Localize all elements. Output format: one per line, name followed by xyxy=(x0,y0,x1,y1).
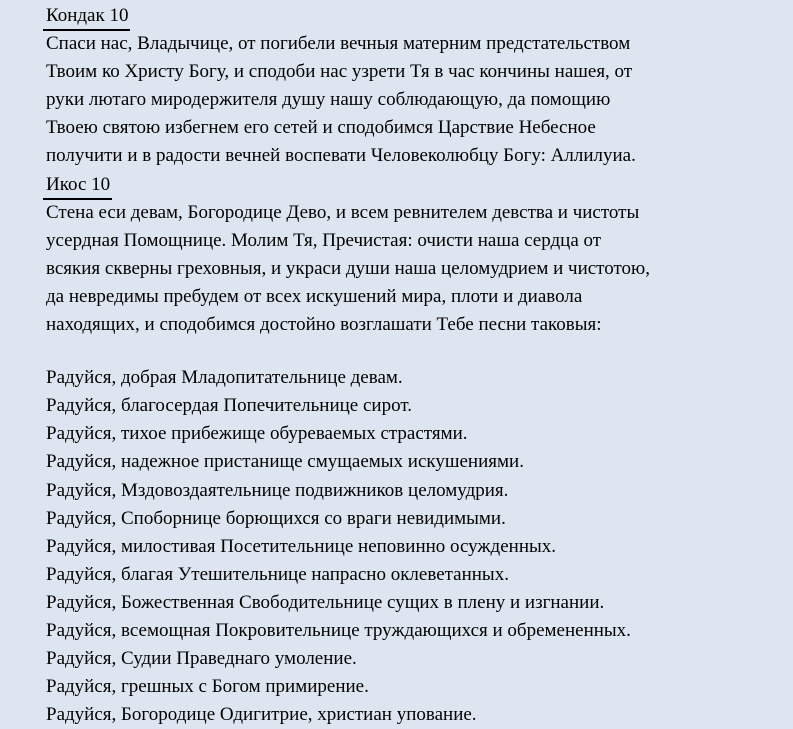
text-line: руки лютаго миродержителя душу нашу соблюдающую, да помощию xyxy=(46,89,611,111)
rejoice-line: Радуйся, всемощная Покровительнице труждающихся и обремененных. xyxy=(46,619,631,641)
text-line: Стена еси девам, Богородице Дево, и всем ревнителем девства и чистоты xyxy=(46,201,640,223)
rejoice-line: Радуйся, тихое прибежище обуреваемых страстями. xyxy=(46,423,468,445)
text-line: да невредимы пребудем от всех искушений мира, плоти и диавола xyxy=(46,285,583,307)
text-line: находящих, и сподобимся достойно возглашати Тебе песни таковыя: xyxy=(46,314,602,336)
text-line: Твоим ко Христу Богу, и сподоби нас узрети Тя в час кончины нашея, от xyxy=(46,61,633,83)
text-line: Твоею святою избегнем его сетей и сподобимся Царствие Небесное xyxy=(46,117,596,139)
rejoice-line: Радуйся, Богородице Одигитрие, христиан упование. xyxy=(46,704,477,726)
rejoice-line: Радуйся, грешных с Богом примирение. xyxy=(46,676,369,698)
rejoice-line: Радуйся, благая Утешительнице напрасно оклеветанных. xyxy=(46,563,509,585)
paragraph-gap xyxy=(46,339,793,364)
text-line: получити и в радости вечней воспевати Человеколюбцу Богу: Аллилуиа. xyxy=(46,145,636,167)
rejoice-line: Радуйся, добрая Младопитательнице девам. xyxy=(46,367,403,389)
rejoice-line: Радуйся, Споборнице борющихся со враги невидимыми. xyxy=(46,507,506,529)
kontakion-title: Кондак 10 xyxy=(46,2,128,30)
rejoice-line: Радуйся, Судии Праведнаго умоление. xyxy=(46,648,357,670)
kontakion-heading-line xyxy=(46,2,793,30)
kontakion-text xyxy=(46,30,793,170)
rejoice-line: Радуйся, Божественная Свободительнице сущих в плену и изгнании. xyxy=(46,591,605,613)
text-line: Спаси нас, Владычице, от погибели вечныя матерним предстательством xyxy=(46,33,631,55)
rejoice-line: Радуйся, милостивая Посетительнице неповинно осужденных. xyxy=(46,535,557,557)
text-line: всякия скверны греховныя, и украси души наша целомудрием и чистотою, xyxy=(46,257,650,279)
rejoice-line: Радуйся, надежное пристанище смущаемых искушениями. xyxy=(46,451,524,473)
rejoice-list xyxy=(46,364,793,729)
ikos-title: Икос 10 xyxy=(46,171,110,199)
ikos-heading-line xyxy=(46,171,793,199)
text-line: усердная Помощнице. Молим Тя, Пречистая: очисти наша сердца от xyxy=(46,229,602,251)
rejoice-line: Радуйся, Мздовоздаятельнице подвижников целомудрия. xyxy=(46,479,509,501)
ikos-text xyxy=(46,199,793,339)
rejoice-line: Радуйся, благосердая Попечительнице сирот. xyxy=(46,395,412,417)
